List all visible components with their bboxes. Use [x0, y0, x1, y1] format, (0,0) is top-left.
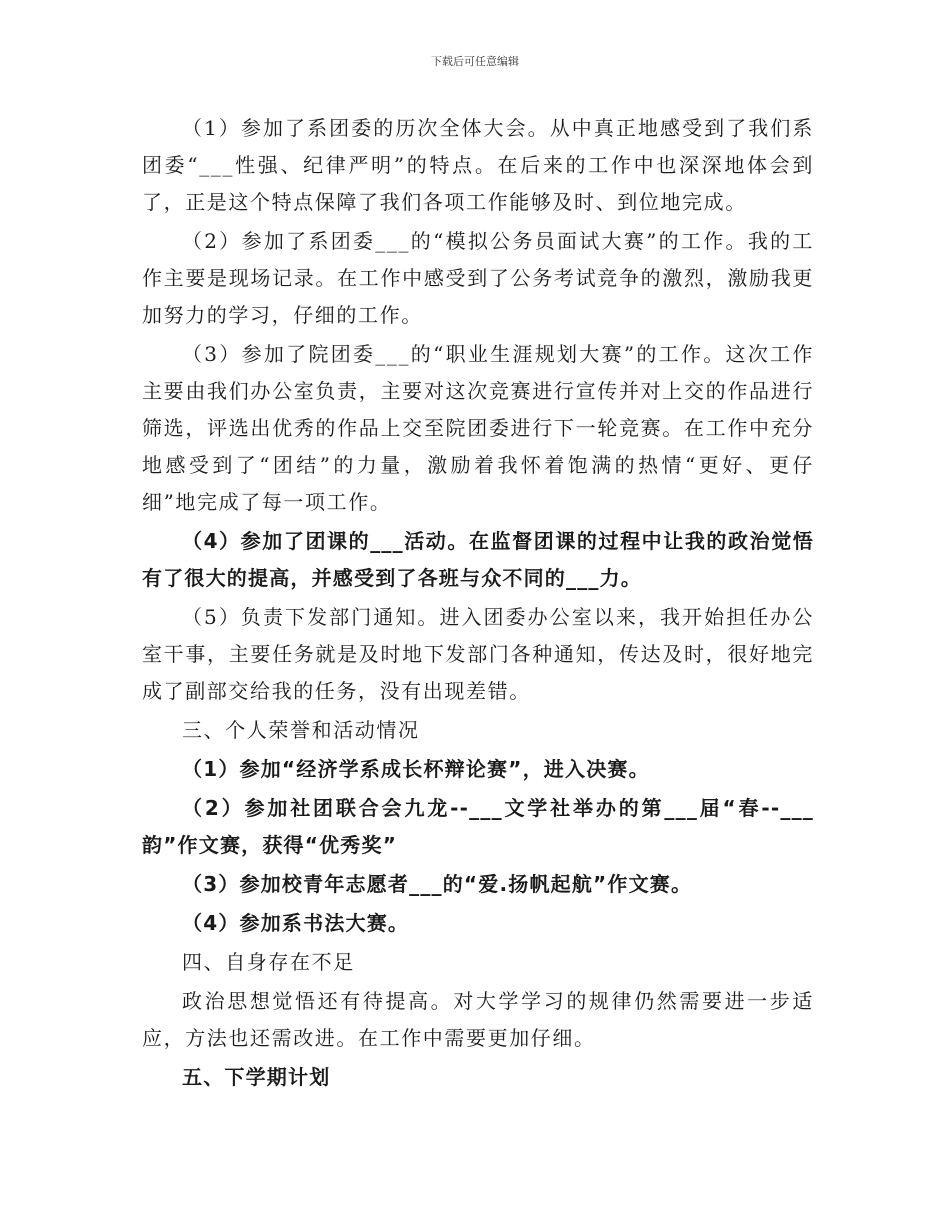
paragraph-3: （3）参加了院团委___的“职业生涯规划大赛”的工作。这次工作主要由我们办公室负责，主要对这次竞赛进行宣传并对上交的作品进行筛选，评选出优秀的作品上交至院团委进行下一轮竞赛。在工作中充分地感受到了“团结”的力量，激励着我怀着饱满的热情“更好、更仔细”地完成了每一项工作。 [142, 342, 814, 514]
paragraph-1: （1）参加了系团委的历次全体大会。从中真正地感受到了我们系团委“___性强、纪律严明”的特点。在后来的工作中也深深地体会到了，正是这个特点保障了我们各项工作能够及时、到位地完成。 [142, 116, 814, 214]
section-heading-honors: 三、个人荣誉和活动情况 [182, 718, 420, 742]
paragraph-5: （5）负责下发部门通知。进入团委办公室以来，我开始担任办公室干事，主要任务就是及时地下发部门各种通知，传达及时，很好地完成了副部交给我的任务，没有出现差错。 [142, 605, 814, 703]
page-header: 下载后可任意编辑 [431, 55, 519, 68]
honor-item-3: （3）参加校青年志愿者___的“爱.扬帆起航”作文赛。 [182, 872, 693, 896]
paragraph-4: （4）参加了团课的___活动。在监督团课的过程中让我的政治觉悟有了很大的提高，并感受到了各班与众不同的___力。 [142, 529, 814, 590]
section-heading-shortcomings: 四、自身存在不足 [182, 950, 355, 974]
honor-item-1: （1）参加“经济学系成长杯辩论赛”，进入决赛。 [182, 757, 650, 781]
section-heading-next-term: 五、下学期计划 [182, 1065, 331, 1089]
document-body [142, 110, 814, 1098]
honor-item-2: （2）参加社团联合会九龙--___文学社举办的第___届“春--___韵”作文赛，获得“优秀奖” [142, 796, 814, 857]
shortcomings-paragraph: 政治思想觉悟还有待提高。对大学学习的规律仍然需要进一步适应，方法也还需改进。在工作中需要更加仔细。 [142, 989, 814, 1050]
honor-item-4: （4）参加系书法大赛。 [182, 911, 410, 935]
paragraph-2: （2）参加了系团委___的“模拟公务员面试大赛”的工作。我的工作主要是现场记录。在工作中感受到了公务考试竞争的激烈，激励我更加努力的学习，仔细的工作。 [142, 229, 814, 327]
